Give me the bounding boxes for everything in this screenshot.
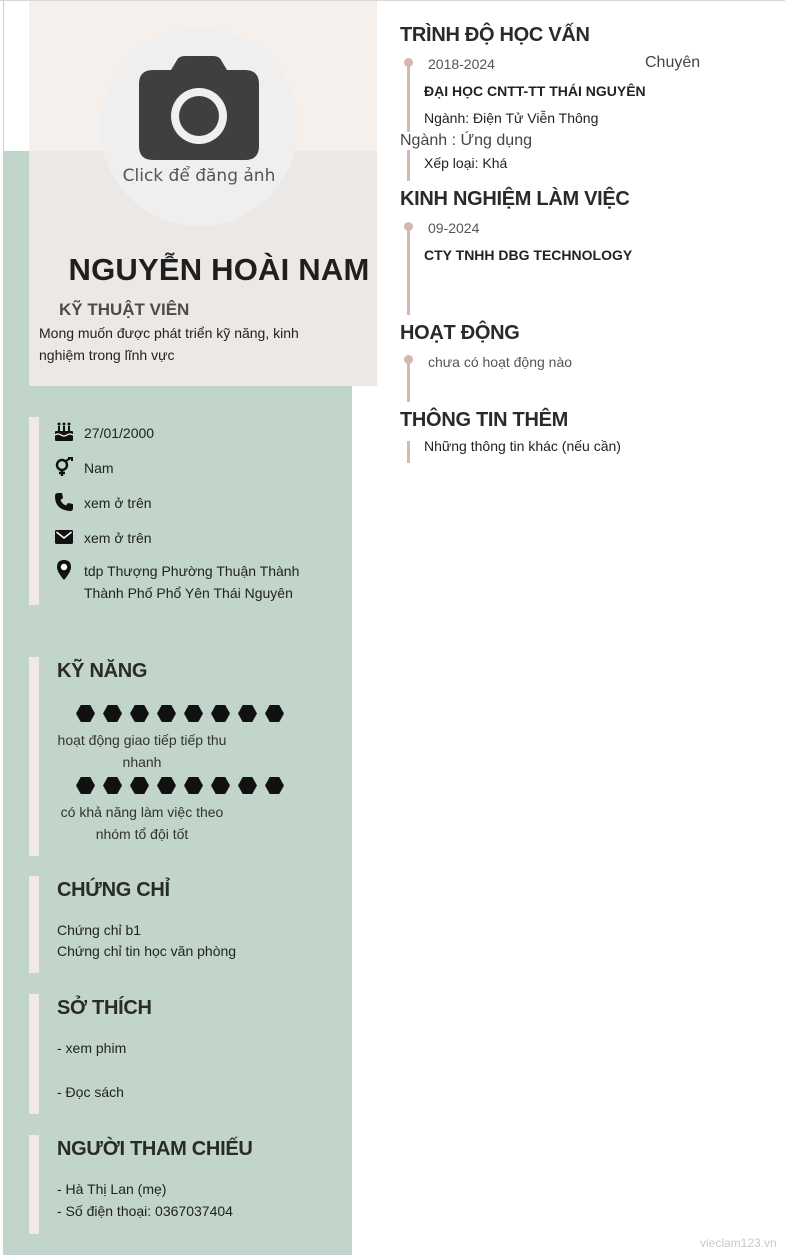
- skill-rating-dot: [130, 777, 149, 794]
- skill-rating-dot: [103, 705, 122, 722]
- skill-rating-dot: [184, 705, 203, 722]
- skill-rating-dot: [238, 777, 257, 794]
- address-value: tdp Thượng Phường Thuận Thành Thành Phố Phổ Yên Thái Nguyên: [84, 563, 300, 601]
- career-objective: Mong muốn được phát triển kỹ năng, kinh nghiệm trong lĩnh vực: [39, 325, 299, 363]
- more-info-title: THÔNG TIN THÊM: [400, 409, 569, 431]
- more-info-timeline-line: [407, 441, 410, 463]
- certificate-item: Chứng chỉ b1: [57, 922, 142, 938]
- education-title: TRÌNH ĐỘ HỌC VẤN: [400, 24, 590, 46]
- email-value: xem ở trên: [84, 530, 152, 546]
- gender-value: Nam: [84, 460, 114, 476]
- contact-gender: [54, 457, 114, 479]
- experience-title: KINH NGHIỆM LÀM VIỆC: [400, 188, 630, 210]
- skill-rating-dot: [238, 705, 257, 722]
- location-icon: [54, 560, 74, 580]
- activities-timeline-dot: [404, 355, 413, 364]
- skill-rating-dot: [211, 705, 230, 722]
- education-timeline-dot: [404, 58, 413, 67]
- contact-address: [54, 560, 314, 604]
- skill-rating-dot: [265, 705, 284, 722]
- skill-rating-dot: [157, 705, 176, 722]
- activities-title: HOẠT ĐỘNG: [400, 322, 520, 344]
- education-extra-left: Ngành : Ứng dụng: [400, 132, 532, 149]
- job-title: KỸ THUẬT VIÊN: [59, 300, 190, 319]
- birthday-value: 27/01/2000: [84, 425, 155, 441]
- references-section-bar: [29, 1135, 39, 1234]
- skill-rating-dot: [157, 777, 176, 794]
- camera-icon: [139, 56, 259, 160]
- left-top-white-strip: [4, 1, 29, 151]
- activities-text: chưa có hoạt động nào: [428, 354, 573, 370]
- photo-upload[interactable]: [100, 28, 298, 226]
- skill-rating-dot: [211, 777, 230, 794]
- skill-rating-1: [76, 705, 292, 722]
- references-title: NGƯỜI THAM CHIẾU: [57, 1138, 253, 1160]
- birthday-cake-icon: [54, 422, 74, 442]
- skill-name-2: có khả năng làm việc theo nhóm tổ đội tốt: [60, 804, 224, 842]
- education-period: 2018-2024: [428, 56, 495, 72]
- email-icon: [54, 527, 74, 547]
- skill-rating-dot: [103, 777, 122, 794]
- education-major: Ngành: Điện Tử Viễn Thông: [424, 110, 599, 126]
- skill-rating-dot: [184, 777, 203, 794]
- experience-timeline-line: [407, 226, 410, 315]
- skill-rating-dot: [76, 777, 95, 794]
- skills-section-bar: [29, 657, 39, 856]
- phone-icon: [54, 492, 74, 512]
- gender-icon: [54, 457, 74, 477]
- hobbies-section-bar: [29, 994, 39, 1114]
- activities-timeline-line: [407, 359, 410, 402]
- education-grade: Xếp loại: Khá: [424, 155, 508, 171]
- education-timeline-line: [407, 62, 410, 181]
- hobbies-title: SỞ THÍCH: [57, 997, 152, 1019]
- contact-section-bar: [29, 417, 39, 605]
- contact-email: [54, 527, 152, 549]
- skill-rating-dot: [76, 705, 95, 722]
- education-school: ĐẠI HỌC CNTT-TT THÁI NGUYÊN: [424, 83, 646, 99]
- hobby-item: - Đọc sách: [57, 1084, 124, 1100]
- certificate-item: Chứng chỉ tin học văn phòng: [57, 943, 237, 959]
- experience-period: 09-2024: [428, 220, 480, 236]
- contact-birthday: [54, 422, 154, 444]
- certificates-section-bar: [29, 876, 39, 973]
- more-info-text: Những thông tin khác (nếu cần): [424, 438, 621, 454]
- skill-rating-dot: [265, 777, 284, 794]
- photo-upload-label: Click để đăng ảnh: [122, 166, 276, 186]
- certificates-title: CHỨNG CHỈ: [57, 879, 170, 901]
- phone-value: xem ở trên: [84, 495, 152, 511]
- reference-item: - Số điện thoại: 0367037404: [57, 1203, 233, 1219]
- skill-rating-dot: [130, 705, 149, 722]
- experience-company: CTY TNHH DBG TECHNOLOGY: [424, 247, 633, 263]
- site-watermark: vieclam123.vn: [700, 1236, 777, 1250]
- skill-name-1: hoạt động giao tiếp tiếp thu nhanh: [57, 732, 227, 770]
- skills-title: KỸ NĂNG: [57, 660, 148, 682]
- contact-phone: [54, 492, 152, 514]
- candidate-name: NGUYỄN HOÀI NAM: [68, 252, 370, 287]
- reference-item: - Hà Thị Lan (mẹ): [57, 1181, 167, 1197]
- skill-rating-2: [76, 777, 292, 794]
- education-extra-right: Chuyên: [645, 54, 701, 71]
- hobby-item: - xem phim: [57, 1040, 127, 1056]
- experience-timeline-dot: [404, 222, 413, 231]
